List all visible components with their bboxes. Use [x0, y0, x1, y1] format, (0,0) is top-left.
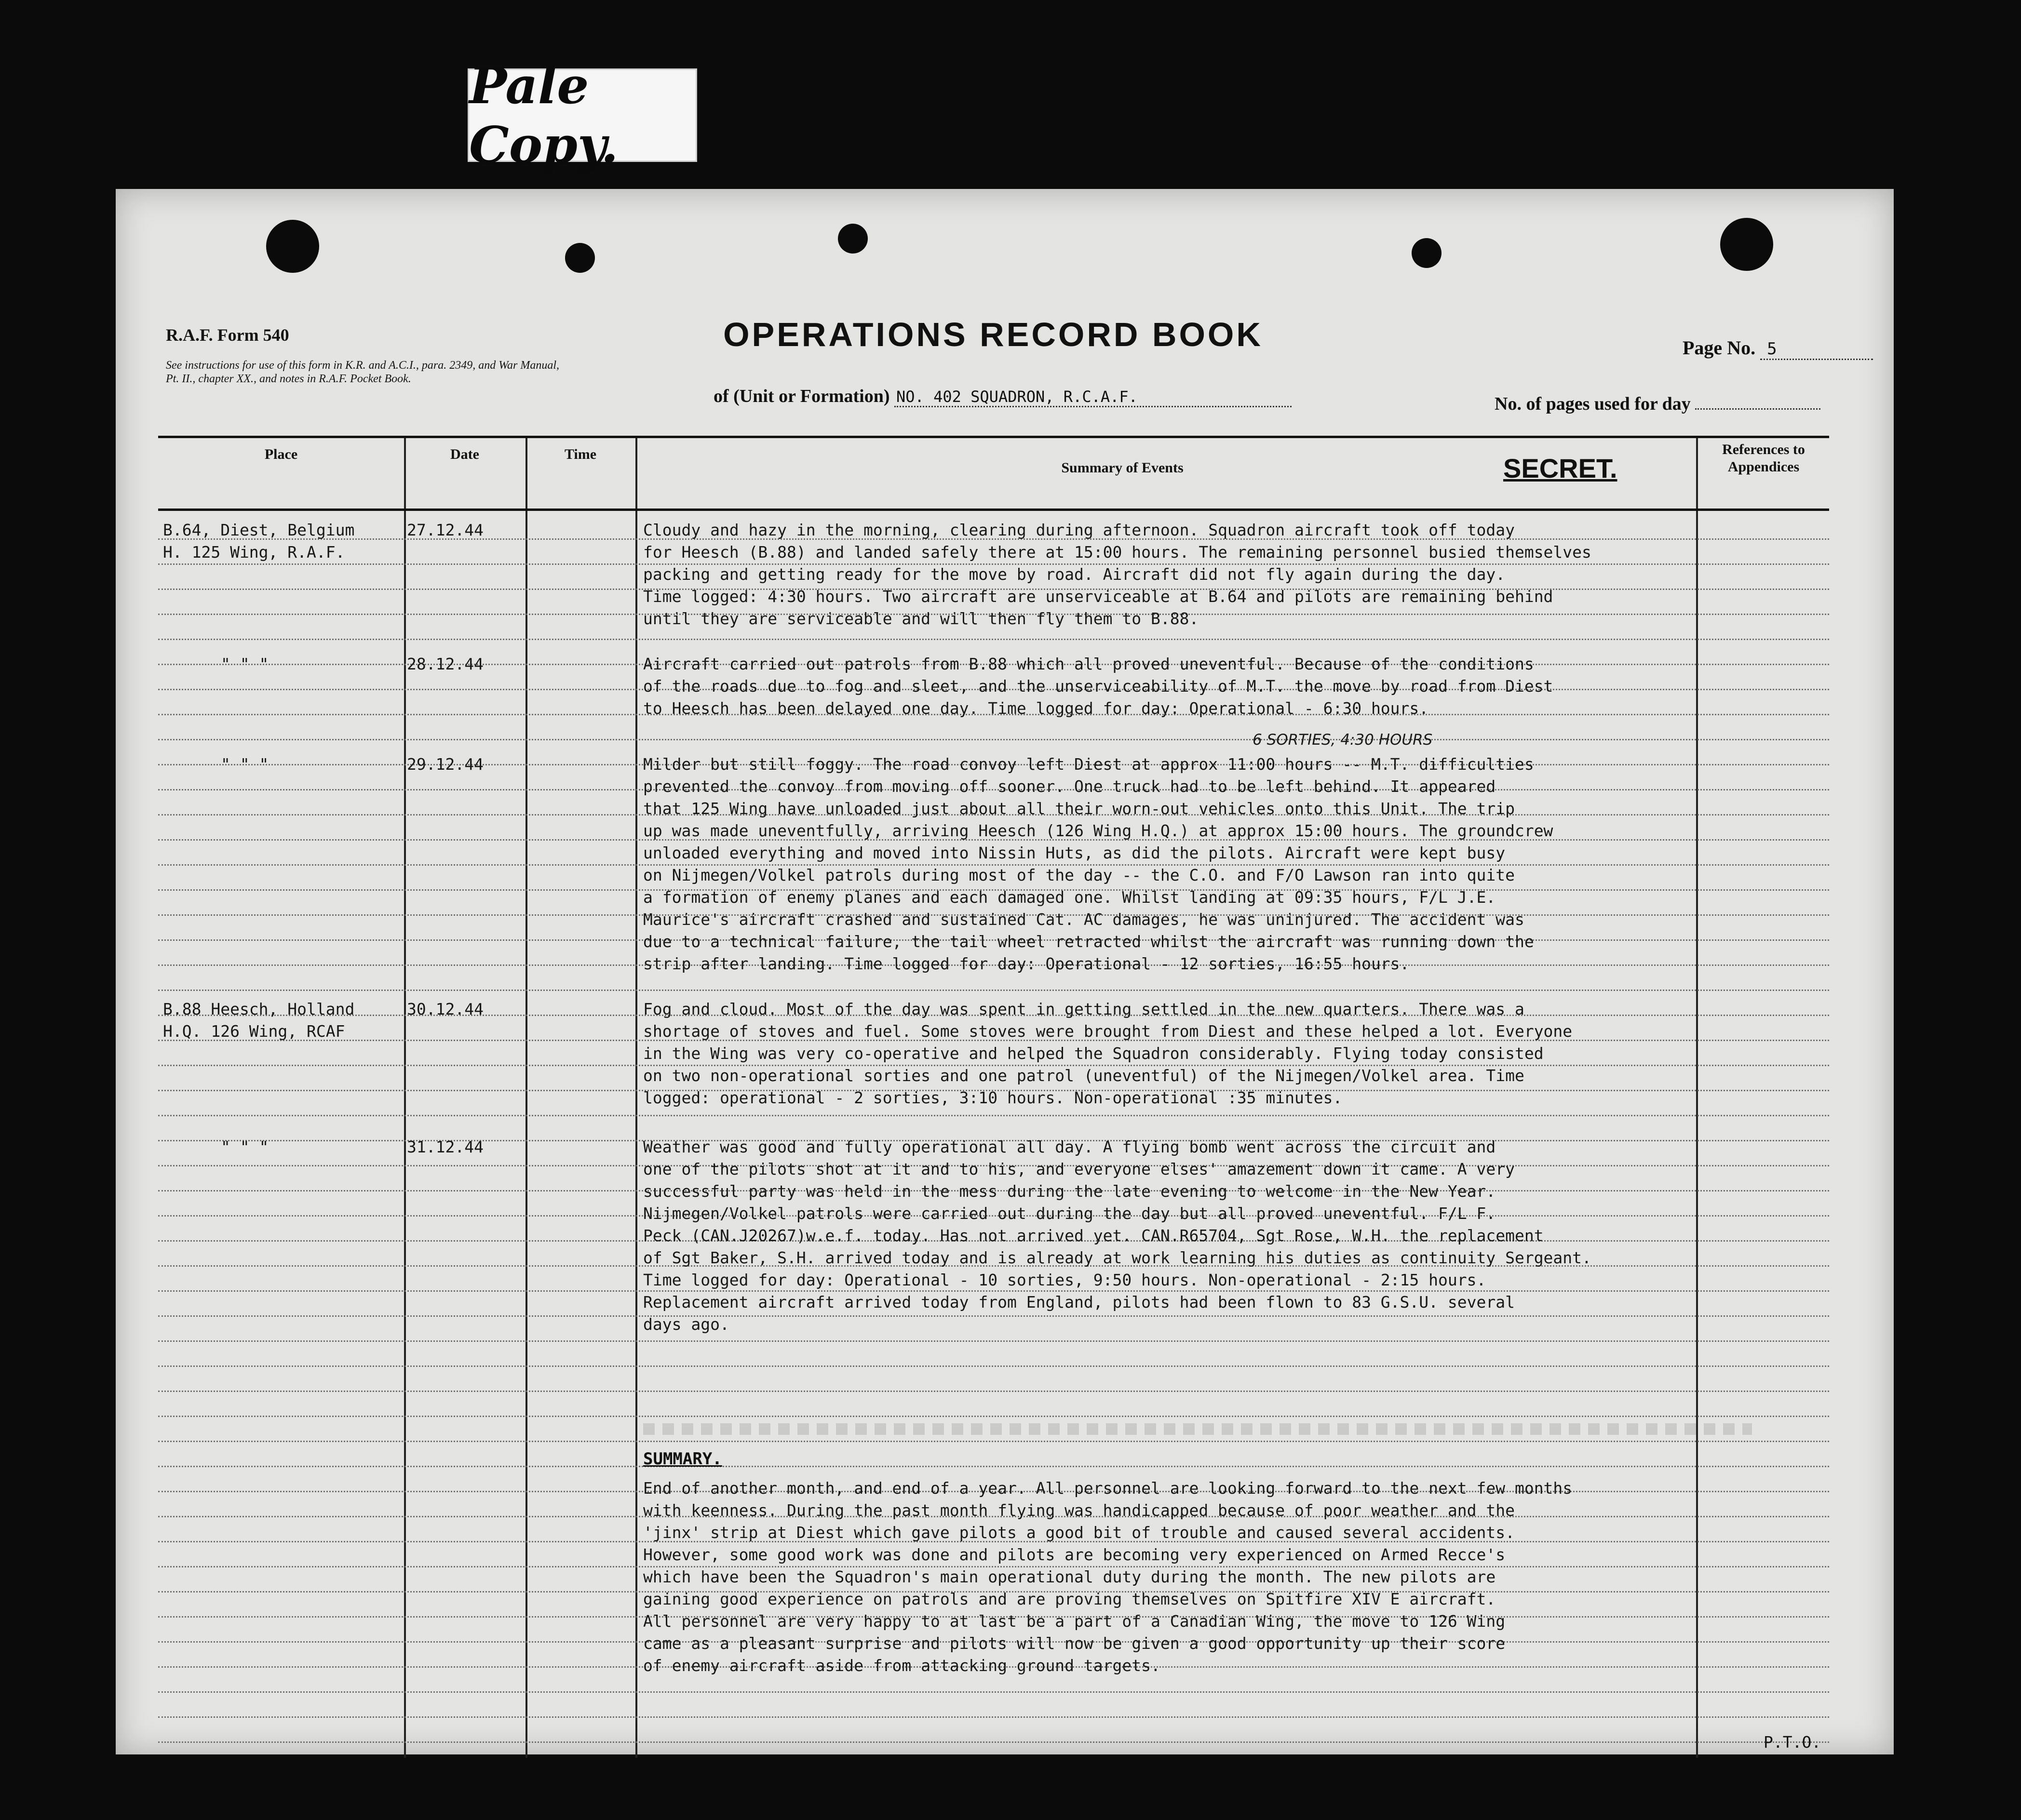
page-number: [1683, 336, 1873, 360]
summary-line: logged: operational - 2 sorties, 3:10 hours. Non-operational :35 minutes.: [643, 1088, 1343, 1107]
summary-line: All personnel are very happy to at last be a part of a Canadian Wing, the move to 126 Wing: [643, 1612, 1506, 1631]
ruled-line: [158, 639, 1829, 640]
please-turn-over: P.T.O.: [1764, 1733, 1821, 1752]
summary-line: that 125 Wing have unloaded just about all their worn-out vehicles onto this Unit. The trip: [643, 799, 1515, 818]
summary-line: up was made uneventfully, arriving Heesch (126 Wing H.Q.) at approx 15:00 hours. The groundcrew: [643, 821, 1553, 840]
summary-line: one of the pilots shot at it and to his, and everyone elses' amazement down it came. A very: [643, 1160, 1515, 1178]
summary-line: Fog and cloud. Most of the day was spent in getting settled in the new quarters. There was a: [643, 1000, 1524, 1018]
form-id: R.A.F. Form 540: [166, 325, 289, 345]
summary-line: came as a pleasant surprise and pilots will now be given a good opportunity up their score: [643, 1634, 1506, 1653]
entry-place: [163, 998, 404, 1043]
place-line: B.88 Heesch, Holland: [163, 1000, 355, 1018]
summary-line: prevented the convoy from moving off sooner. One truck had to be left behind. It appeared: [643, 777, 1496, 796]
punch-hole: [565, 243, 595, 273]
summary-heading: SUMMARY.: [643, 1449, 722, 1469]
ruled-line: [158, 1716, 1829, 1718]
ruled-line: [158, 1391, 1829, 1392]
punch-hole: [1720, 218, 1773, 271]
summary-line: with keenness. During the past month flying was handicapped because of poor weather and the: [643, 1501, 1515, 1520]
entry-summary: [643, 753, 1810, 975]
page-title: OPERATIONS RECORD BOOK: [723, 316, 1263, 353]
summary-line: for Heesch (B.88) and landed safely there at 15:00 hours. The remaining personnel busied themselves: [643, 543, 1591, 562]
summary-line: Peck (CAN.J20267)w.e.f. today. Has not arrived yet. CAN.R65704, Sgt Rose, W.H. the replacement: [643, 1226, 1544, 1245]
summary-line: Aircraft carried out patrols from B.88 which all proved uneventful. Because of the conditions: [643, 655, 1534, 673]
punch-hole: [838, 224, 868, 254]
secret-stamp: SECRET.: [1503, 453, 1617, 483]
pale-copy-note: [468, 56, 697, 174]
summary-line: However, some good work was done and pilots are becoming very experienced on Armed Recce's: [643, 1545, 1506, 1564]
summary-line: of the roads due to fog and sleet, and the unserviceability of M.T. the move by road from Diest: [643, 677, 1553, 696]
summary-line: Maurice's aircraft crashed and sustained Cat. AC damages, he was uninjured. The accident was: [643, 910, 1524, 929]
pages-used-blank: [1695, 408, 1820, 410]
col-header-place: Place: [264, 446, 298, 462]
entry-summary: [643, 1136, 1810, 1336]
punch-hole: [266, 220, 319, 273]
page-number-value: 5: [1760, 339, 1873, 360]
summary-line: Weather was good and fully operational all day. A flying bomb went across the circuit and: [643, 1138, 1496, 1156]
unit-line: [714, 386, 1292, 407]
ruled-line: [158, 990, 1829, 991]
summary-line: until they are serviceable and will then fly them to B.88.: [643, 609, 1199, 628]
col-header-references: References to Appendices: [1722, 442, 1805, 475]
entry-summary: [643, 998, 1810, 1109]
entry-date: 29.12.44: [407, 755, 484, 774]
entry-place: [163, 519, 404, 563]
unit-value: NO. 402 SQUADRON, R.C.A.F.: [894, 388, 1292, 407]
summary-line: on two non-operational sorties and one patrol (uneventful) of the Nijmegen/Volkel area. Time: [643, 1066, 1524, 1085]
summary-line: which have been the Squadron's main operational duty during the month. The new pilots are: [643, 1567, 1496, 1586]
summary-line: gaining good experience on patrols and are proving themselves on Spitfire XIV E aircraft.: [643, 1590, 1496, 1608]
summary-line: Time logged for day: Operational - 10 sorties, 9:50 hours. Non-operational - 2:15 hours.: [643, 1271, 1486, 1289]
entry-summary: [643, 519, 1810, 630]
pale-copy-note-text: Pale Copy.: [469, 56, 619, 174]
record-sheet: [116, 189, 1894, 1754]
summary-line: days ago.: [643, 1315, 729, 1334]
ruled-line: [158, 1691, 1829, 1693]
ruled-line: [158, 1416, 1829, 1417]
col-header-date: Date: [450, 446, 479, 462]
entry-date: 31.12.44: [407, 1138, 484, 1156]
summary-line: of enemy aircraft aside from attacking ground targets.: [643, 1656, 1160, 1675]
col-header-summary: Summary of Events: [1061, 460, 1184, 476]
ruled-line: [158, 1466, 1829, 1467]
place-line: " " ": [221, 655, 269, 673]
place-line: B.64, Diest, Belgium: [163, 521, 355, 539]
summary-line: successful party was held in the mess during the late evening to welcome in the New Year.: [643, 1182, 1496, 1201]
column-divider: [404, 438, 406, 1758]
entry-date: 28.12.44: [407, 655, 484, 673]
ruled-line: [158, 739, 1829, 740]
monthly-summary: [643, 1477, 1810, 1677]
summary-line: packing and getting ready for the move by road. Aircraft did not fly again during the day.: [643, 565, 1506, 584]
summary-line: unloaded everything and moved into Nissin Huts, as did the pilots. Aircraft were kept busy: [643, 843, 1506, 862]
column-divider: [635, 438, 637, 1758]
ruled-line: [158, 1441, 1829, 1442]
summary-line: Milder but still foggy. The road convoy left Diest at approx 11:00 hours -- M.T. difficulties: [643, 755, 1534, 774]
header-rule: [158, 509, 1829, 511]
summary-line: to Heesch has been delayed one day. Time logged for day: Operational - 6:30 hours.: [643, 699, 1429, 718]
column-divider: [525, 438, 527, 1758]
form-instructions: See instructions for use of this form in K.R. and A.C.I., para. 2349, and War Manual, Pt. II., chapter XX., and notes in R.A.F. Pocket Book.: [166, 359, 560, 385]
summary-line: shortage of stoves and fuel. Some stoves were brought from Diest and these helped a lot. Everyone: [643, 1022, 1573, 1041]
entry-summary: [643, 653, 1810, 720]
place-line: H. 125 Wing, R.A.F.: [163, 543, 345, 562]
page-number-label: Page No.: [1683, 337, 1756, 359]
handwritten-addition: 6 SORTIES, 4:30 HOURS: [1253, 731, 1433, 749]
summary-line: Cloudy and hazy in the morning, clearing during afternoon. Squadron aircraft took off today: [643, 521, 1515, 539]
summary-line: of Sgt Baker, S.H. arrived today and is already at work learning his duties as continuity Sergeant.: [643, 1248, 1591, 1267]
pages-used-line: [1495, 393, 1820, 415]
summary-line: a formation of enemy planes and each damaged one. Whilst landing at 09:35 hours, F/L J.E.: [643, 888, 1496, 907]
summary-line: Nijmegen/Volkel patrols were carried out during the day but all proved uneventful. F/L F.: [643, 1204, 1496, 1223]
summary-line: Replacement aircraft arrived today from England, pilots had been flown to 83 G.S.U. several: [643, 1293, 1515, 1311]
ruled-line: [158, 1365, 1829, 1367]
summary-line: strip after landing. Time logged for day: Operational - 12 sorties, 16:55 hours.: [643, 954, 1410, 973]
events-table: [158, 436, 1829, 1758]
pages-used-label: No. of pages used for day: [1495, 394, 1691, 414]
faded-typing: [643, 1423, 1752, 1435]
summary-line: due to a technical failure, the tail wheel retracted whilst the aircraft was running down the: [643, 932, 1534, 951]
entry-date: 27.12.44: [407, 521, 484, 539]
place-line: " " ": [221, 755, 269, 774]
unit-label: of (Unit or Formation): [714, 386, 890, 406]
punch-hole: [1412, 238, 1442, 268]
ruled-line: [158, 1115, 1829, 1116]
summary-line: in the Wing was very co-operative and helped the Squadron considerably. Flying today consisted: [643, 1044, 1544, 1063]
summary-line: 'jinx' strip at Diest which gave pilots a good bit of trouble and caused several accidents.: [643, 1523, 1515, 1542]
place-line: " " ": [221, 1138, 269, 1156]
col-header-time: Time: [564, 446, 597, 462]
ruled-line: [158, 1340, 1829, 1342]
ruled-line: [158, 1741, 1829, 1743]
entry-date: 30.12.44: [407, 1000, 484, 1018]
summary-line: on Nijmegen/Volkel patrols during most of the day -- the C.O. and F/O Lawson ran into quite: [643, 866, 1515, 884]
summary-line: Time logged: 4:30 hours. Two aircraft are unserviceable at B.64 and pilots are remaining behind: [643, 587, 1553, 606]
place-line: H.Q. 126 Wing, RCAF: [163, 1022, 345, 1041]
summary-line: End of another month, and end of a year. All personnel are looking forward to the next few months: [643, 1479, 1573, 1498]
